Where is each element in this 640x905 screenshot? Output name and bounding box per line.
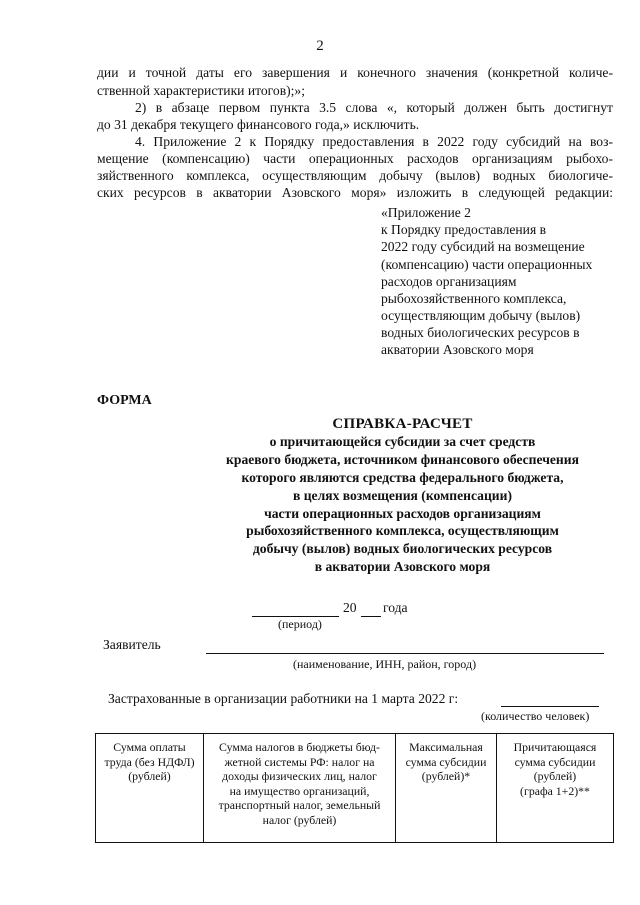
- subtitle-line: добычу (вылов) водных биологических ресурсов: [252, 541, 553, 556]
- subtitle-line: в целях возмещения (компенсации): [292, 488, 512, 503]
- header-line: на имущество организаций,: [229, 783, 370, 798]
- body-line: 4. Приложение 2 к Порядку предоставления в 2022 году субсидий на воз-: [135, 134, 613, 149]
- applicant-caption: (наименование, ИНН, район, город): [293, 657, 477, 671]
- body-line: ственной характеристики итогов);»;: [97, 83, 306, 98]
- header-line: транспортный налог, земельный: [218, 798, 381, 812]
- body-line: ских ресурсов в акватории Азовского моря» изложить в следующей редакции:: [97, 185, 613, 200]
- insured-caption: (количество человек): [481, 709, 590, 723]
- header-cell-max-subsidy: [396, 734, 497, 843]
- header-line: доходы физических лиц, налог: [222, 769, 377, 783]
- table-header-row: [96, 734, 614, 843]
- year-suffix: года: [383, 600, 408, 615]
- header-cell-due-subsidy: [497, 734, 614, 843]
- header-cell-taxes: [204, 734, 396, 843]
- header-cell-wages: [96, 734, 204, 843]
- header-line: (рублей): [128, 769, 171, 783]
- subtitle-line: в акватории Азовского моря: [314, 559, 491, 574]
- appendix-line: расходов организациям: [381, 274, 517, 289]
- form-label: ФОРМА: [97, 393, 152, 408]
- body-line: 2) в абзаце первом пункта 3.5 слова «, который должен быть достигнут: [135, 100, 613, 115]
- period-caption: (период): [278, 617, 322, 631]
- appendix-line: водных биологических ресурсов в: [381, 325, 580, 340]
- appendix-line: осуществляющим добычу (вылов): [381, 308, 581, 323]
- header-line: Сумма налогов в бюджеты бюд-: [219, 740, 380, 754]
- calculation-table: [95, 733, 614, 843]
- appendix-line: рыбохозяйственного комплекса,: [381, 291, 567, 306]
- header-line: Максимальная: [409, 740, 483, 754]
- header-line: (графа 1+2)**: [520, 783, 590, 798]
- header-line: сумма субсидии: [405, 754, 487, 769]
- body-line: дии и точной даты его завершения и конечного значения (конкретной количе-: [97, 65, 613, 80]
- header-line: налог (рублей): [262, 812, 337, 827]
- subtitle-line: которого являются средства федерального бюджета,: [241, 470, 564, 485]
- body-line: до 31 декабря текущего финансового года,» исключить.: [97, 117, 420, 132]
- subtitle-line: краевого бюджета, источником финансового обеспечения: [226, 452, 579, 467]
- subtitle-line: рыбохозяйственного комплекса, осуществляющим: [246, 523, 559, 538]
- appendix-line: к Порядку предоставления в: [381, 222, 547, 237]
- appendix-line: «Приложение 2: [381, 205, 471, 220]
- page-number: 2: [316, 38, 324, 54]
- header-line: жетной системы РФ: налог на: [224, 754, 375, 769]
- year-blank[interactable]: [361, 616, 381, 617]
- header-line: Сумма оплаты: [113, 740, 186, 754]
- body-line: мещение (компенсацию) части операционных расходов организациям рыбохо-: [97, 151, 613, 166]
- header-line: (рублей)*: [421, 769, 471, 783]
- body-line: зяйственного комплекса, осуществляющим добычу (вылов) водных биологиче-: [97, 168, 613, 183]
- header-line: (рублей): [533, 769, 577, 783]
- appendix-line: акватории Азовского моря: [381, 342, 534, 357]
- header-line: Причитающаяся: [513, 740, 597, 754]
- applicant-label: Заявитель: [103, 637, 161, 652]
- header-line: сумма субсидии: [514, 754, 596, 769]
- subtitle-line: о причитающейся субсидии за счет средств: [269, 434, 536, 449]
- appendix-line: (компенсацию) части операционных: [381, 257, 593, 272]
- applicant-blank[interactable]: [206, 653, 604, 654]
- subtitle-line: части операционных расходов организациям: [264, 506, 541, 521]
- year-prefix: 20: [343, 600, 357, 615]
- appendix-line: 2022 году субсидий на возмещение: [381, 239, 585, 254]
- document-title: СПРАВКА-РАСЧЕТ: [332, 416, 473, 432]
- insured-label: Застрахованные в организации работники на 1 марта 2022 г:: [108, 691, 459, 706]
- header-line: труда (без НДФЛ): [104, 754, 195, 769]
